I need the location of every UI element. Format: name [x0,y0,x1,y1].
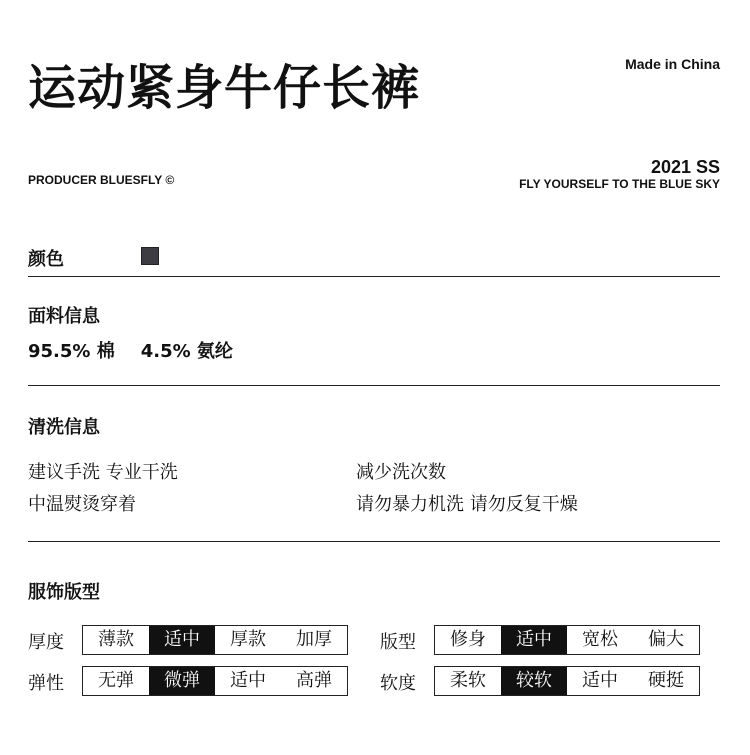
washing-label: 清洗信息 [28,417,100,438]
color-label: 颜色 [28,249,64,270]
product-title: 运动紧身牛仔长裤 [28,60,421,116]
thickness-option: 加厚 [296,629,332,650]
fabric-label: 面料信息 [28,306,100,327]
elasticity-option: 无弹 [98,670,134,691]
fabric-item-spandex: 4.5% 氨纶 [140,341,233,362]
cut-label: 版型 [380,632,416,653]
softness-label: 软度 [380,673,416,694]
thickness-option: 厚款 [230,629,266,650]
thickness-option-selected: 适中 [149,626,215,654]
elasticity-option: 高弹 [296,670,332,691]
color-swatch [141,247,159,265]
cut-option: 修身 [450,629,486,650]
made-in-label: Made in China [625,56,720,72]
elasticity-option: 适中 [230,670,266,691]
softness-options [434,666,700,696]
elasticity-label: 弹性 [28,673,64,694]
cut-option: 宽松 [582,629,618,650]
fabric-composition [28,337,259,363]
thickness-label: 厚度 [28,632,64,653]
divider [28,541,720,542]
washing-text: 请勿暴力机洗 请勿反复干燥 [356,494,578,515]
washing-text: 建议手洗 专业干洗 [28,462,178,483]
fit-label: 服饰版型 [28,582,100,603]
cut-option: 偏大 [648,629,684,650]
divider [28,385,720,386]
elasticity-option-selected: 微弹 [149,667,215,695]
slogan-label: FLY YOURSELF TO THE BLUE SKY [519,177,720,191]
producer-label: PRODUCER BLUESFLY © [28,173,175,187]
cut-options [434,625,700,655]
elasticity-options [82,666,348,696]
washing-text: 减少洗次数 [356,462,446,483]
washing-text: 中温熨烫穿着 [28,494,136,515]
thickness-option: 薄款 [98,629,134,650]
thickness-options [82,625,348,655]
season-label: 2021 SS [650,157,720,177]
softness-option: 适中 [582,670,618,691]
fabric-item-cotton: 95.5% 棉 [28,341,115,362]
cut-option-selected: 适中 [501,626,567,654]
softness-option: 硬挺 [648,670,684,691]
softness-option: 柔软 [450,670,486,691]
softness-option-selected: 较软 [501,667,567,695]
divider [28,276,720,277]
